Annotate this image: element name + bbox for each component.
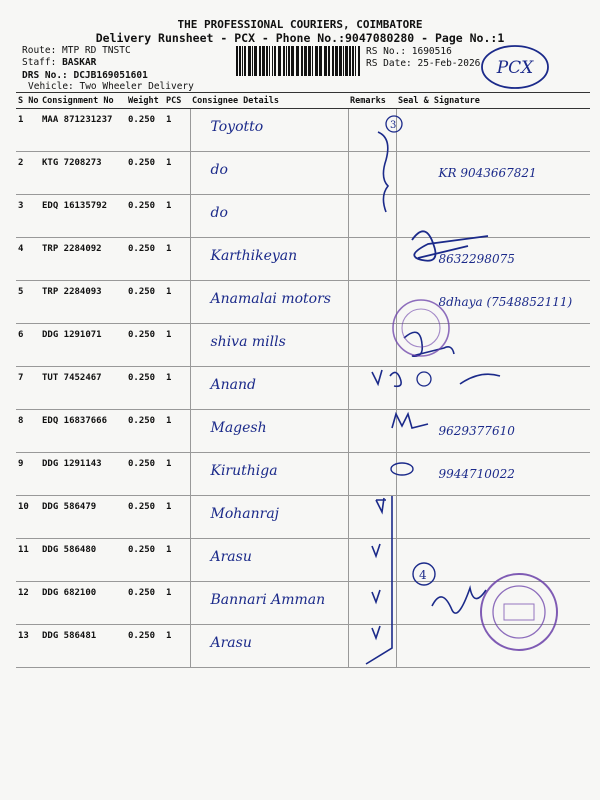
runsheet-subtitle: Delivery Runsheet - PCX - Phone No.:9047080280 - Page No.:1	[95, 31, 505, 45]
runsheet-table	[16, 92, 590, 668]
row-weight-text: 0.250	[128, 416, 156, 426]
row-remarks	[348, 582, 396, 625]
row-pcs-text: 1	[166, 201, 172, 211]
row-consignee	[190, 281, 348, 324]
barcode-bar	[315, 46, 318, 76]
row-consignment-no	[40, 410, 126, 453]
company-title: THE PROFESSIONAL COURIERS, COIMBATORE	[177, 18, 423, 31]
drs-number: DRS No.: DCJB169051601	[22, 70, 148, 81]
row-seal-signature	[396, 238, 590, 281]
row-consignment-no-text: DDG 1291071	[42, 330, 102, 340]
table-row	[16, 109, 590, 152]
row-consignee-text: Anamalai motors	[210, 291, 331, 307]
row-sno-text: 12	[18, 588, 29, 598]
barcode-bar	[319, 46, 322, 76]
row-consignment-no-text: TRP 2284092	[42, 244, 102, 254]
row-weight	[126, 281, 164, 324]
barcode-bar	[236, 46, 238, 76]
table-row	[16, 195, 590, 238]
barcode-bar	[259, 46, 261, 76]
row-consignment-no-text: DDG 586479	[42, 502, 97, 512]
row-sno-text: 3	[18, 201, 24, 211]
row-weight	[126, 453, 164, 496]
row-consignee-text: Karthikeyan	[210, 248, 298, 264]
rs-date: RS Date: 25-Feb-2026	[366, 58, 481, 69]
row-weight	[126, 625, 164, 668]
row-weight	[126, 152, 164, 195]
row-weight	[126, 238, 164, 281]
row-sno	[16, 281, 40, 324]
barcode-bar	[328, 46, 330, 76]
barcode-bar	[278, 46, 281, 76]
barcode-bar	[266, 46, 268, 76]
row-remarks	[348, 195, 396, 238]
route-info: Route: MTP RD TNSTC	[22, 45, 131, 56]
table-row	[16, 238, 590, 281]
row-pcs	[164, 238, 190, 281]
barcode-bar	[283, 46, 285, 76]
row-consignment-no-text: TUT 7452467	[42, 373, 102, 383]
row-pcs	[164, 324, 190, 367]
row-pcs	[164, 281, 190, 324]
row-sno	[16, 582, 40, 625]
barcode-bar	[252, 46, 253, 76]
barcode-bar	[335, 46, 338, 76]
barcode-bar	[332, 46, 334, 76]
barcode-bar	[345, 46, 348, 76]
barcode-bar	[304, 46, 307, 76]
row-consignee	[190, 453, 348, 496]
row-pcs-text: 1	[166, 631, 172, 641]
barcode-bar	[286, 46, 287, 76]
row-consignment-no	[40, 582, 126, 625]
staff-name: BASKAR	[62, 57, 97, 68]
row-weight-text: 0.250	[128, 588, 156, 598]
row-pcs	[164, 625, 190, 668]
row-pcs	[164, 109, 190, 152]
row-pcs-text: 1	[166, 244, 172, 254]
row-pcs	[164, 539, 190, 582]
col-weight: Weight	[126, 93, 164, 109]
table-header-row	[16, 93, 590, 109]
row-seal-signature	[396, 410, 590, 453]
barcode-bar	[349, 46, 351, 76]
row-sno	[16, 152, 40, 195]
barcode	[236, 46, 362, 76]
row-pcs-text: 1	[166, 330, 172, 340]
row-consignee	[190, 367, 348, 410]
row-pcs	[164, 410, 190, 453]
row-pcs	[164, 367, 190, 410]
row-sno-text: 9	[18, 459, 24, 469]
row-weight-text: 0.250	[128, 631, 156, 641]
row-pcs-text: 1	[166, 459, 172, 469]
row-consignee	[190, 496, 348, 539]
row-weight	[126, 410, 164, 453]
row-seal-signature	[396, 109, 590, 152]
row-pcs	[164, 152, 190, 195]
row-weight	[126, 582, 164, 625]
row-sno	[16, 195, 40, 238]
row-remarks	[348, 367, 396, 410]
row-consignee-text: do	[210, 205, 228, 221]
row-weight-text: 0.250	[128, 545, 156, 555]
staff-label: Staff:	[22, 57, 57, 68]
pcx-stamp	[478, 42, 552, 92]
row-seal-signature	[396, 195, 590, 238]
table-row	[16, 539, 590, 582]
row-pcs-text: 1	[166, 115, 172, 125]
row-sno	[16, 539, 40, 582]
row-weight-text: 0.250	[128, 459, 156, 469]
barcode-bar	[355, 46, 356, 76]
row-consignment-no-text: EDQ 16135792	[42, 201, 108, 211]
row-sno-text: 13	[18, 631, 29, 641]
table-row	[16, 496, 590, 539]
row-consignee	[190, 324, 348, 367]
row-seal-signature	[396, 582, 590, 625]
row-seal-signature	[396, 539, 590, 582]
row-seal-signature	[396, 625, 590, 668]
row-seal-signature-text: 8632298075	[438, 252, 515, 266]
row-pcs-text: 1	[166, 373, 172, 383]
row-sno	[16, 109, 40, 152]
table-row	[16, 582, 590, 625]
row-consignment-no	[40, 496, 126, 539]
row-pcs	[164, 496, 190, 539]
table-row	[16, 367, 590, 410]
barcode-bar	[274, 46, 276, 76]
row-sno-text: 7	[18, 373, 24, 383]
row-seal-signature-text: 9629377610	[438, 424, 515, 438]
col-pcs: PCS	[164, 93, 190, 109]
svg-text:4: 4	[419, 568, 427, 582]
barcode-bar	[254, 46, 257, 76]
row-weight-text: 0.250	[128, 502, 156, 512]
row-consignee	[190, 582, 348, 625]
barcode-bar	[343, 46, 344, 76]
row-consignee	[190, 195, 348, 238]
row-consignee-text: Arasu	[210, 635, 252, 651]
row-seal-signature	[396, 281, 590, 324]
staff-info	[22, 57, 96, 68]
barcode-bar	[248, 46, 251, 76]
row-weight-text: 0.250	[128, 330, 156, 340]
table-row	[16, 410, 590, 453]
row-consignee-text: Arasu	[210, 549, 252, 565]
table-row	[16, 625, 590, 668]
row-seal-signature	[396, 324, 590, 367]
row-remarks	[348, 539, 396, 582]
row-weight-text: 0.250	[128, 115, 156, 125]
row-pcs-text: 1	[166, 287, 172, 297]
row-consignment-no	[40, 152, 126, 195]
row-consignee	[190, 152, 348, 195]
row-consignee-text: shiva mills	[210, 334, 286, 350]
row-consignee-text: Bannari Amman	[210, 592, 326, 608]
row-sno	[16, 324, 40, 367]
barcode-bar	[244, 46, 246, 76]
row-sno-text: 6	[18, 330, 24, 340]
row-weight	[126, 109, 164, 152]
table-row	[16, 281, 590, 324]
row-consignee	[190, 539, 348, 582]
row-weight-text: 0.250	[128, 201, 156, 211]
row-consignment-no	[40, 109, 126, 152]
row-sno-text: 10	[18, 502, 29, 512]
barcode-bar	[288, 46, 290, 76]
row-sno	[16, 367, 40, 410]
row-pcs-text: 1	[166, 158, 172, 168]
row-seal-signature	[396, 152, 590, 195]
row-sno-text: 4	[18, 244, 24, 254]
table-row	[16, 453, 590, 496]
row-consignment-no-text: DDG 586480	[42, 545, 97, 555]
row-remarks	[348, 410, 396, 453]
barcode-bar	[308, 46, 311, 76]
barcode-bar	[262, 46, 265, 76]
row-consignment-no	[40, 238, 126, 281]
row-consignment-no-text: DDG 586481	[42, 631, 97, 641]
row-remarks	[348, 152, 396, 195]
row-remarks	[348, 453, 396, 496]
row-sno	[16, 410, 40, 453]
row-consignment-no	[40, 539, 126, 582]
row-consignment-no	[40, 324, 126, 367]
row-pcs	[164, 453, 190, 496]
row-weight-text: 0.250	[128, 373, 156, 383]
row-consignee	[190, 109, 348, 152]
barcode-bar	[296, 46, 299, 76]
row-consignee-text: Magesh	[210, 420, 267, 436]
row-consignee	[190, 625, 348, 668]
vehicle-info: Vehicle: Two Wheeler Delivery	[28, 81, 194, 92]
row-consignee-text: Kiruthiga	[210, 463, 278, 479]
row-pcs-text: 1	[166, 502, 172, 512]
row-seal-signature	[396, 367, 590, 410]
col-consignment: Consignment No	[40, 93, 126, 109]
barcode-bar	[324, 46, 327, 76]
row-pcs-text: 1	[166, 588, 172, 598]
row-consignment-no-text: MAA 871231237	[42, 115, 113, 125]
row-consignee-text: Mohanraj	[210, 506, 280, 522]
row-consignment-no	[40, 367, 126, 410]
row-consignment-no-text: EDQ 16837666	[42, 416, 108, 426]
col-consignee: Consignee Details	[190, 93, 348, 109]
row-pcs-text: 1	[166, 416, 172, 426]
row-weight-text: 0.250	[128, 244, 156, 254]
row-sno	[16, 453, 40, 496]
col-seal: Seal & Signature	[396, 93, 590, 109]
row-remarks	[348, 238, 396, 281]
barcode-bar	[291, 46, 294, 76]
col-sno: S No	[16, 93, 40, 109]
row-pcs-text: 1	[166, 545, 172, 555]
row-pcs	[164, 195, 190, 238]
row-consignment-no	[40, 453, 126, 496]
row-consignment-no-text: TRP 2284093	[42, 287, 102, 297]
row-sno	[16, 625, 40, 668]
row-seal-signature-text: 8dhaya (7548852111)	[438, 295, 573, 309]
col-remarks: Remarks	[348, 93, 396, 109]
row-sno-text: 11	[18, 545, 29, 555]
table-row	[16, 152, 590, 195]
row-sno-text: 1	[18, 115, 24, 125]
row-sno	[16, 238, 40, 281]
barcode-bar	[312, 46, 313, 76]
row-seal-signature-text: 9944710022	[438, 467, 515, 481]
row-consignment-no	[40, 281, 126, 324]
row-remarks	[348, 324, 396, 367]
pcx-stamp-text: PCX	[496, 58, 534, 78]
barcode-bar	[242, 46, 243, 76]
barcode-bar	[269, 46, 270, 76]
barcode-bar	[301, 46, 303, 76]
row-remarks	[348, 109, 396, 152]
row-sno-text: 2	[18, 158, 24, 168]
row-seal-signature	[396, 496, 590, 539]
row-pcs	[164, 582, 190, 625]
row-weight	[126, 539, 164, 582]
row-sno-text: 8	[18, 416, 24, 426]
barcode-bar	[339, 46, 342, 76]
row-consignment-no-text: DDG 1291143	[42, 459, 102, 469]
row-consignee-text: do	[210, 162, 228, 178]
row-consignee	[190, 238, 348, 281]
row-weight	[126, 496, 164, 539]
row-remarks	[348, 496, 396, 539]
svg-text:3: 3	[390, 120, 397, 131]
row-weight	[126, 195, 164, 238]
row-weight	[126, 324, 164, 367]
row-remarks	[348, 281, 396, 324]
row-consignee-text: Toyotto	[210, 119, 264, 135]
row-consignment-no	[40, 195, 126, 238]
row-consignment-no-text: DDG 682100	[42, 588, 97, 598]
row-remarks	[348, 625, 396, 668]
barcode-bar	[272, 46, 273, 76]
row-sno	[16, 496, 40, 539]
row-seal-signature-text: KR 9043667821	[438, 166, 537, 180]
row-consignee	[190, 410, 348, 453]
row-consignment-no	[40, 625, 126, 668]
barcode-bar	[352, 46, 354, 76]
row-weight	[126, 367, 164, 410]
row-consignee-text: Anand	[210, 377, 256, 393]
barcode-bar	[358, 46, 360, 76]
row-weight-text: 0.250	[128, 287, 156, 297]
rs-number: RS No.: 1690516	[366, 46, 452, 57]
barcode-bar	[239, 46, 241, 76]
table-row	[16, 324, 590, 367]
row-seal-signature	[396, 453, 590, 496]
row-weight-text: 0.250	[128, 158, 156, 168]
row-sno-text: 5	[18, 287, 24, 297]
row-consignment-no-text: KTG 7208273	[42, 158, 102, 168]
